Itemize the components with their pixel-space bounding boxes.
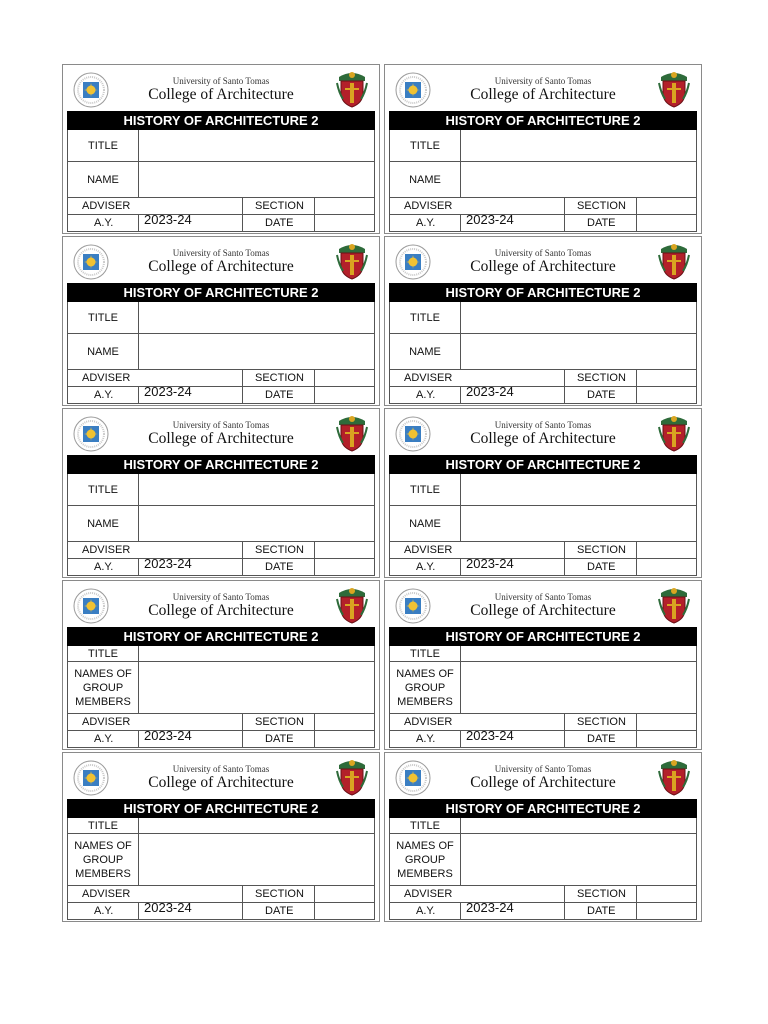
name-label: NAME (68, 162, 139, 197)
group-label-line1: NAMES OF (74, 839, 132, 852)
card-row (62, 408, 706, 578)
divider (314, 886, 315, 902)
info-grid (67, 646, 375, 714)
divider (636, 559, 637, 575)
course-title-bar: HISTORY OF ARCHITECTURE 2 (67, 627, 375, 646)
date-label: DATE (265, 561, 294, 573)
architecture-crest-icon (657, 757, 691, 797)
group-members-field (461, 834, 696, 885)
name-tag-card (62, 236, 380, 406)
college-name: College of Architecture (470, 258, 616, 275)
card-row (62, 64, 706, 234)
title-row (68, 646, 374, 662)
card-header (63, 237, 379, 283)
divider (242, 215, 243, 231)
adviser-row (67, 542, 375, 559)
adviser-row (389, 198, 697, 215)
adviser-row (67, 370, 375, 387)
divider (138, 559, 139, 575)
college-name: College of Architecture (148, 774, 294, 791)
section-label: SECTION (577, 200, 626, 212)
divider (460, 387, 461, 403)
university-name: University of Santo Tomas (172, 248, 270, 258)
name-tag-card (384, 64, 702, 234)
college-name: College of Architecture (470, 430, 616, 447)
section-label: SECTION (577, 716, 626, 728)
group-label-line2: GROUP (82, 853, 124, 866)
card-header (63, 581, 379, 627)
divider (564, 198, 565, 214)
card-footer (389, 542, 697, 577)
info-grid (67, 302, 375, 370)
card-footer (67, 198, 375, 233)
ay-value: 2023-24 (466, 556, 514, 571)
group-members-label (390, 662, 461, 713)
adviser-label: ADVISER (82, 200, 131, 212)
ay-value: 2023-24 (144, 556, 192, 571)
card-row (62, 752, 706, 922)
card-header (63, 65, 379, 111)
ay-row (389, 384, 697, 404)
section-label: SECTION (255, 544, 304, 556)
card-footer (67, 370, 375, 405)
group-members-field (139, 834, 374, 885)
name-row (390, 162, 696, 198)
ay-value: 2023-24 (144, 728, 192, 743)
divider (636, 542, 637, 558)
divider (242, 542, 243, 558)
adviser-label: ADVISER (404, 888, 453, 900)
ay-value: 2023-24 (144, 900, 192, 915)
name-label: NAME (68, 506, 139, 541)
divider (564, 370, 565, 386)
divider (314, 387, 315, 403)
group-members-row (390, 662, 696, 714)
date-label: DATE (265, 389, 294, 401)
name-field (461, 506, 696, 541)
info-grid (67, 474, 375, 542)
section-label: SECTION (577, 888, 626, 900)
college-name: College of Architecture (148, 86, 294, 103)
info-grid (67, 818, 375, 886)
title-label: TITLE (390, 818, 461, 833)
title-field (139, 474, 374, 505)
section-label: SECTION (577, 372, 626, 384)
course-title-bar: HISTORY OF ARCHITECTURE 2 (389, 111, 697, 130)
architecture-crest-icon (335, 69, 369, 109)
name-tag-card (384, 580, 702, 750)
group-members-row (68, 662, 374, 714)
ay-row (67, 556, 375, 576)
adviser-label: ADVISER (404, 716, 453, 728)
name-row (68, 334, 374, 370)
name-field (461, 334, 696, 369)
ay-row (389, 728, 697, 748)
name-label: NAME (390, 334, 461, 369)
adviser-label: ADVISER (82, 544, 131, 556)
divider (138, 903, 139, 919)
group-label-line3: MEMBERS (397, 695, 453, 708)
divider (314, 731, 315, 747)
name-field (139, 506, 374, 541)
ay-label: A.Y. (94, 733, 114, 745)
course-title-bar: HISTORY OF ARCHITECTURE 2 (67, 455, 375, 474)
title-label: TITLE (68, 474, 139, 505)
ay-row (389, 900, 697, 920)
name-field (461, 162, 696, 197)
architecture-crest-icon (335, 585, 369, 625)
title-label: TITLE (68, 818, 139, 833)
course-title-bar: HISTORY OF ARCHITECTURE 2 (67, 111, 375, 130)
section-label: SECTION (255, 200, 304, 212)
divider (242, 559, 243, 575)
title-row (390, 646, 696, 662)
title-field (461, 302, 696, 333)
course-title-bar: HISTORY OF ARCHITECTURE 2 (389, 283, 697, 302)
adviser-row (67, 198, 375, 215)
divider (460, 731, 461, 747)
adviser-label: ADVISER (404, 544, 453, 556)
adviser-row (389, 542, 697, 559)
architecture-crest-icon (657, 585, 691, 625)
divider (636, 714, 637, 730)
card-footer (389, 714, 697, 749)
title-field (139, 130, 374, 161)
info-grid (389, 474, 697, 542)
card-footer (67, 886, 375, 921)
card-footer (389, 886, 697, 921)
divider (314, 198, 315, 214)
card-header (385, 581, 701, 627)
divider (636, 387, 637, 403)
ay-value: 2023-24 (466, 900, 514, 915)
adviser-label: ADVISER (82, 372, 131, 384)
info-grid (389, 646, 697, 714)
group-members-field (139, 662, 374, 713)
title-field (139, 646, 374, 661)
name-row (68, 162, 374, 198)
divider (636, 903, 637, 919)
name-tag-sheet (62, 64, 706, 924)
group-label-line1: NAMES OF (396, 839, 454, 852)
date-label: DATE (587, 733, 616, 745)
title-field (461, 818, 696, 833)
name-field (139, 334, 374, 369)
divider (460, 215, 461, 231)
group-members-label (390, 834, 461, 885)
name-tag-card (62, 408, 380, 578)
divider (138, 215, 139, 231)
ay-value: 2023-24 (466, 728, 514, 743)
university-name: University of Santo Tomas (172, 764, 270, 774)
divider (564, 542, 565, 558)
group-label-line2: GROUP (82, 681, 124, 694)
ay-row (67, 900, 375, 920)
title-label: TITLE (68, 646, 139, 661)
divider (460, 903, 461, 919)
title-row (68, 818, 374, 834)
title-row (390, 302, 696, 334)
divider (564, 886, 565, 902)
card-row (62, 236, 706, 406)
divider (242, 714, 243, 730)
title-label: TITLE (68, 130, 139, 161)
ay-row (67, 728, 375, 748)
date-label: DATE (265, 905, 294, 917)
divider (314, 559, 315, 575)
ay-label: A.Y. (416, 389, 436, 401)
college-name: College of Architecture (470, 86, 616, 103)
ay-row (67, 384, 375, 404)
section-label: SECTION (255, 716, 304, 728)
divider (242, 198, 243, 214)
name-field (139, 162, 374, 197)
group-label-line2: GROUP (404, 681, 446, 694)
divider (314, 903, 315, 919)
section-label: SECTION (255, 888, 304, 900)
group-label-line1: NAMES OF (74, 667, 132, 680)
ay-row (389, 556, 697, 576)
card-footer (389, 198, 697, 233)
ay-row (389, 212, 697, 232)
course-title-bar: HISTORY OF ARCHITECTURE 2 (389, 455, 697, 474)
ay-label: A.Y. (94, 561, 114, 573)
divider (564, 387, 565, 403)
divider (242, 387, 243, 403)
divider (564, 559, 565, 575)
name-tag-card (62, 752, 380, 922)
date-label: DATE (587, 561, 616, 573)
university-name: University of Santo Tomas (494, 420, 592, 430)
divider (564, 731, 565, 747)
name-label: NAME (390, 506, 461, 541)
title-row (68, 474, 374, 506)
adviser-label: ADVISER (404, 200, 453, 212)
course-title-bar: HISTORY OF ARCHITECTURE 2 (67, 283, 375, 302)
divider (564, 215, 565, 231)
divider (242, 903, 243, 919)
ay-label: A.Y. (94, 905, 114, 917)
info-grid (389, 302, 697, 370)
adviser-label: ADVISER (82, 716, 131, 728)
group-members-label (68, 662, 139, 713)
group-label-line2: GROUP (404, 853, 446, 866)
title-label: TITLE (390, 130, 461, 161)
group-label-line3: MEMBERS (75, 867, 131, 880)
ay-label: A.Y. (416, 905, 436, 917)
name-tag-card (62, 64, 380, 234)
title-field (139, 302, 374, 333)
title-row (68, 130, 374, 162)
divider (636, 198, 637, 214)
course-title-bar: HISTORY OF ARCHITECTURE 2 (389, 799, 697, 818)
card-header (385, 65, 701, 111)
card-footer (67, 542, 375, 577)
name-row (390, 334, 696, 370)
title-label: TITLE (390, 646, 461, 661)
title-field (461, 130, 696, 161)
divider (314, 542, 315, 558)
ay-label: A.Y. (94, 389, 114, 401)
ay-value: 2023-24 (466, 212, 514, 227)
course-title-bar: HISTORY OF ARCHITECTURE 2 (389, 627, 697, 646)
divider (314, 370, 315, 386)
card-header (385, 409, 701, 455)
university-name: University of Santo Tomas (172, 76, 270, 86)
college-name: College of Architecture (470, 602, 616, 619)
divider (564, 903, 565, 919)
card-row (62, 580, 706, 750)
ay-value: 2023-24 (144, 384, 192, 399)
group-members-label (68, 834, 139, 885)
adviser-row (389, 886, 697, 903)
group-members-row (68, 834, 374, 886)
title-label: TITLE (390, 302, 461, 333)
date-label: DATE (587, 905, 616, 917)
group-members-field (461, 662, 696, 713)
name-label: NAME (68, 334, 139, 369)
adviser-row (67, 886, 375, 903)
name-tag-card (384, 752, 702, 922)
adviser-row (67, 714, 375, 731)
architecture-crest-icon (657, 241, 691, 281)
group-label-line3: MEMBERS (397, 867, 453, 880)
divider (242, 370, 243, 386)
title-row (390, 818, 696, 834)
divider (636, 886, 637, 902)
section-label: SECTION (577, 544, 626, 556)
date-label: DATE (265, 733, 294, 745)
divider (636, 215, 637, 231)
university-name: University of Santo Tomas (494, 76, 592, 86)
divider (242, 731, 243, 747)
name-label: NAME (390, 162, 461, 197)
card-header (385, 753, 701, 799)
divider (314, 714, 315, 730)
title-row (390, 474, 696, 506)
university-name: University of Santo Tomas (172, 592, 270, 602)
info-grid (389, 130, 697, 198)
course-title-bar: HISTORY OF ARCHITECTURE 2 (67, 799, 375, 818)
college-name: College of Architecture (470, 774, 616, 791)
college-name: College of Architecture (148, 258, 294, 275)
university-name: University of Santo Tomas (494, 248, 592, 258)
architecture-crest-icon (657, 69, 691, 109)
ay-value: 2023-24 (144, 212, 192, 227)
divider (460, 559, 461, 575)
card-footer (389, 370, 697, 405)
date-label: DATE (265, 217, 294, 229)
ay-label: A.Y. (416, 561, 436, 573)
title-label: TITLE (390, 474, 461, 505)
architecture-crest-icon (335, 241, 369, 281)
architecture-crest-icon (335, 757, 369, 797)
college-name: College of Architecture (148, 602, 294, 619)
university-name: University of Santo Tomas (172, 420, 270, 430)
group-members-row (390, 834, 696, 886)
group-label-line1: NAMES OF (396, 667, 454, 680)
date-label: DATE (587, 389, 616, 401)
adviser-row (389, 370, 697, 387)
name-tag-card (384, 236, 702, 406)
title-field (139, 818, 374, 833)
adviser-label: ADVISER (82, 888, 131, 900)
divider (138, 731, 139, 747)
divider (564, 714, 565, 730)
title-row (68, 302, 374, 334)
name-tag-card (62, 580, 380, 750)
name-row (68, 506, 374, 542)
college-name: College of Architecture (148, 430, 294, 447)
architecture-crest-icon (657, 413, 691, 453)
group-label-line3: MEMBERS (75, 695, 131, 708)
info-grid (389, 818, 697, 886)
adviser-label: ADVISER (404, 372, 453, 384)
divider (314, 215, 315, 231)
adviser-row (389, 714, 697, 731)
divider (138, 387, 139, 403)
ay-value: 2023-24 (466, 384, 514, 399)
university-name: University of Santo Tomas (494, 592, 592, 602)
info-grid (67, 130, 375, 198)
ay-label: A.Y. (416, 217, 436, 229)
title-row (390, 130, 696, 162)
title-field (461, 474, 696, 505)
card-header (63, 753, 379, 799)
divider (636, 370, 637, 386)
title-field (461, 646, 696, 661)
ay-row (67, 212, 375, 232)
ay-label: A.Y. (94, 217, 114, 229)
name-row (390, 506, 696, 542)
card-header (385, 237, 701, 283)
ay-label: A.Y. (416, 733, 436, 745)
title-label: TITLE (68, 302, 139, 333)
divider (636, 731, 637, 747)
date-label: DATE (587, 217, 616, 229)
name-tag-card (384, 408, 702, 578)
divider (242, 886, 243, 902)
architecture-crest-icon (335, 413, 369, 453)
card-footer (67, 714, 375, 749)
section-label: SECTION (255, 372, 304, 384)
card-header (63, 409, 379, 455)
university-name: University of Santo Tomas (494, 764, 592, 774)
